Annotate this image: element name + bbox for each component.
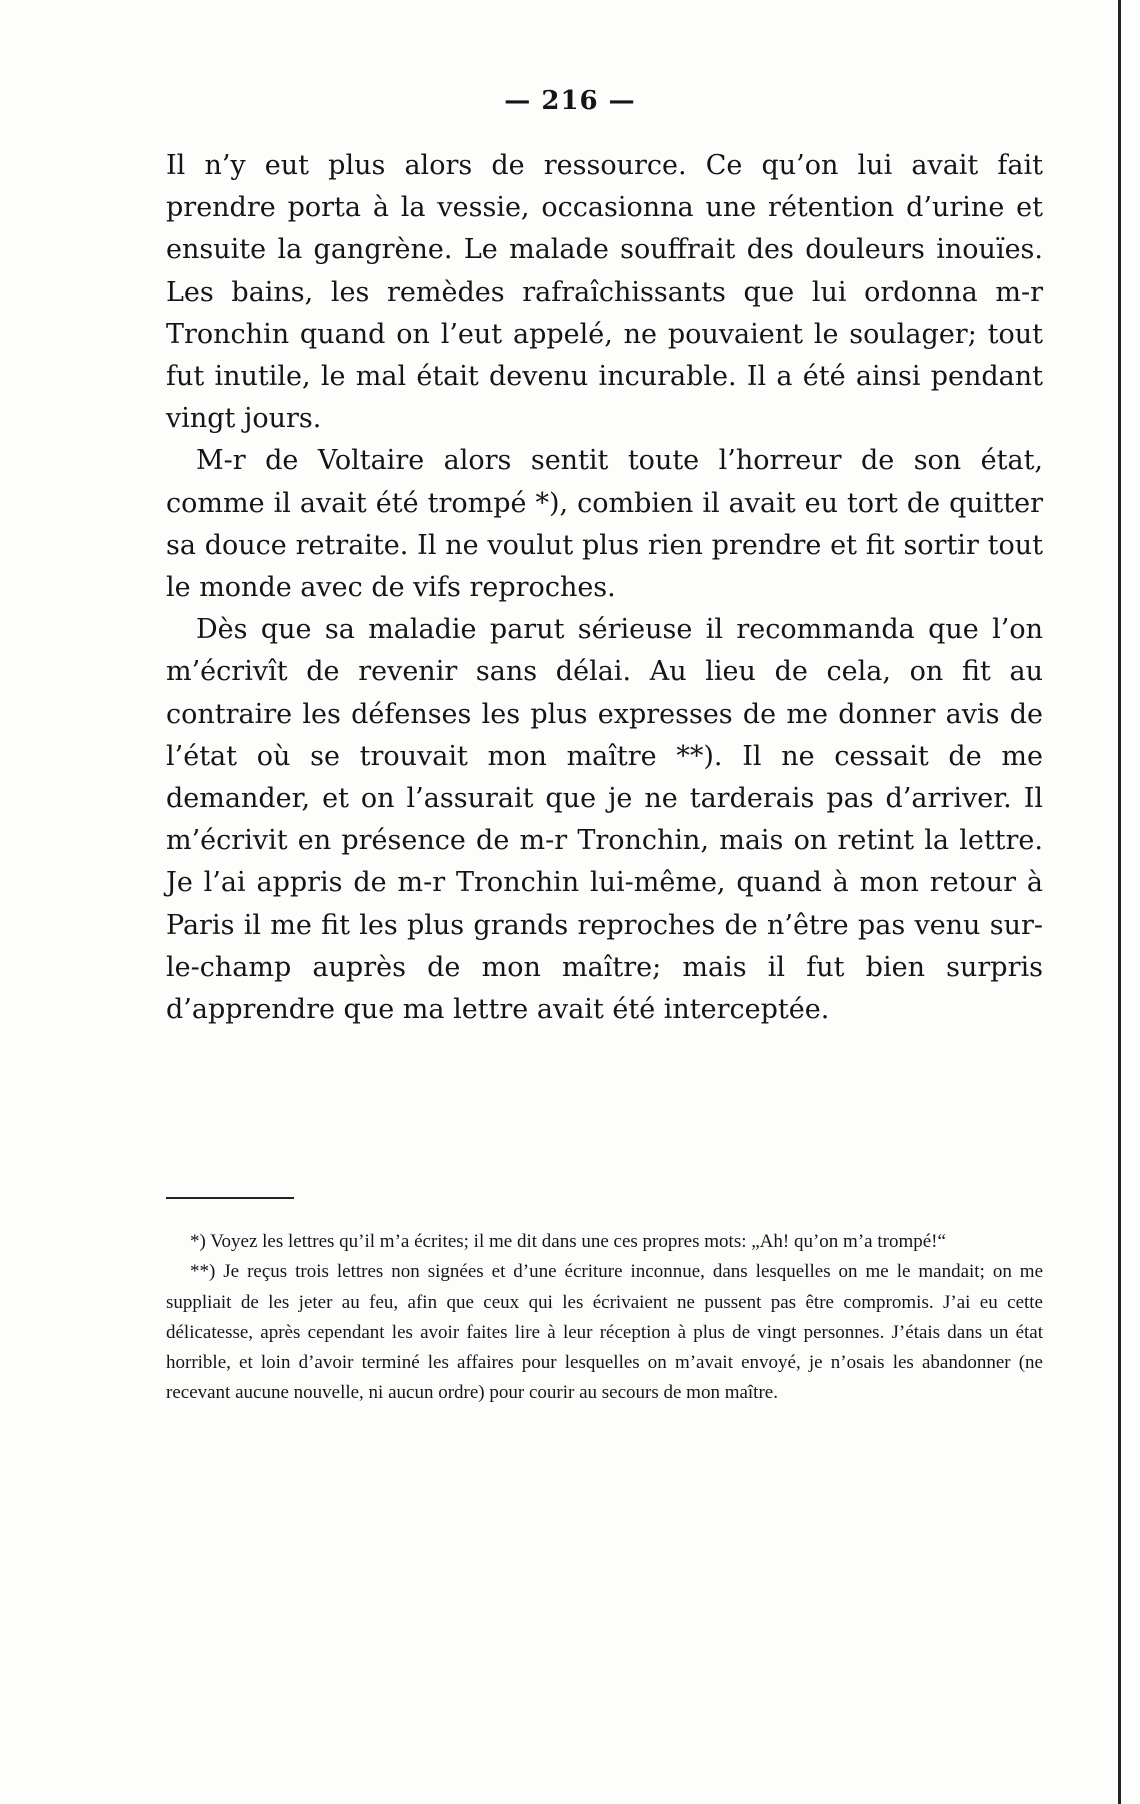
page-number: — 216 — — [504, 86, 636, 116]
main-text — [166, 145, 1043, 1031]
footnote-2: **) Je reçus trois lettres non signées et d’une écriture inconnue, dans lesquelles on me le mandait; on me suppliait de les jeter au feu, afin que ceux qui les écrivaient ne pussent pas être compromis. J’ai eu cette délicatesse, après cependant les avoir faites lire à leur réception à plus de vingt personnes. J’étais dans un état horrible, et loin d’avoir terminé les affaires pour lesquelles on m’avait envoyé, je n’osais les abandonner (ne recevant aucune nouvelle, ni aucun ordre) pour courir au secours de mon maître. — [166, 1261, 1043, 1404]
footnotes — [166, 1227, 1043, 1409]
paragraph-2: M-r de Voltaire alors sentit toute l’horreur de son état, comme il avait été trompé *), combien il avait eu tort de quitter sa douce retraite. Il ne voulut plus rien prendre et fit sortir tout le monde avec de vifs reproches. — [166, 445, 1043, 604]
paragraph-1: Il n’y eut plus alors de ressource. Ce qu’on lui avait fait prendre porta à la vessie, occasionna une rétention d’urine et ensuite la gangrène. Le malade souffrait des douleurs inouïes. Les bains, les remèdes rafraîchissants que lui ordonna m-r Tronchin quand on l’eut appelé, ne pouvaient le soulager; tout fut inutile, le mal était devenu incurable. Il a été ainsi pendant vingt jours. — [166, 150, 1043, 435]
paragraph-3: Dès que sa maladie parut sérieuse il recommanda que l’on m’écrivît de revenir sans délai. Au lieu de cela, on fit au contraire les défenses les plus expresses de me donner avis de l’état où se trouvait mon maître **). Il ne cessait de me demander, et on l’assurait que je ne tarderais pas d’arriver. Il m’écrivit en présence de m-r Tronchin, mais on retint la lettre. Je l’ai appris de m-r Tronchin lui-même, quand à mon retour à Paris il me fit les plus grands reproches de n’être pas venu sur-le-champ auprès de mon maître; mais il fut bien surpris d’apprendre que ma lettre avait été interceptée. — [166, 614, 1043, 1026]
page-edge-rule — [1118, 0, 1121, 1804]
footnote-separator — [166, 1197, 294, 1199]
footnote-1: *) Voyez les lettres qu’il m’a écrites; il me dit dans une ces propres mots: „Ah! qu’on m’a trompé!“ — [190, 1231, 946, 1252]
